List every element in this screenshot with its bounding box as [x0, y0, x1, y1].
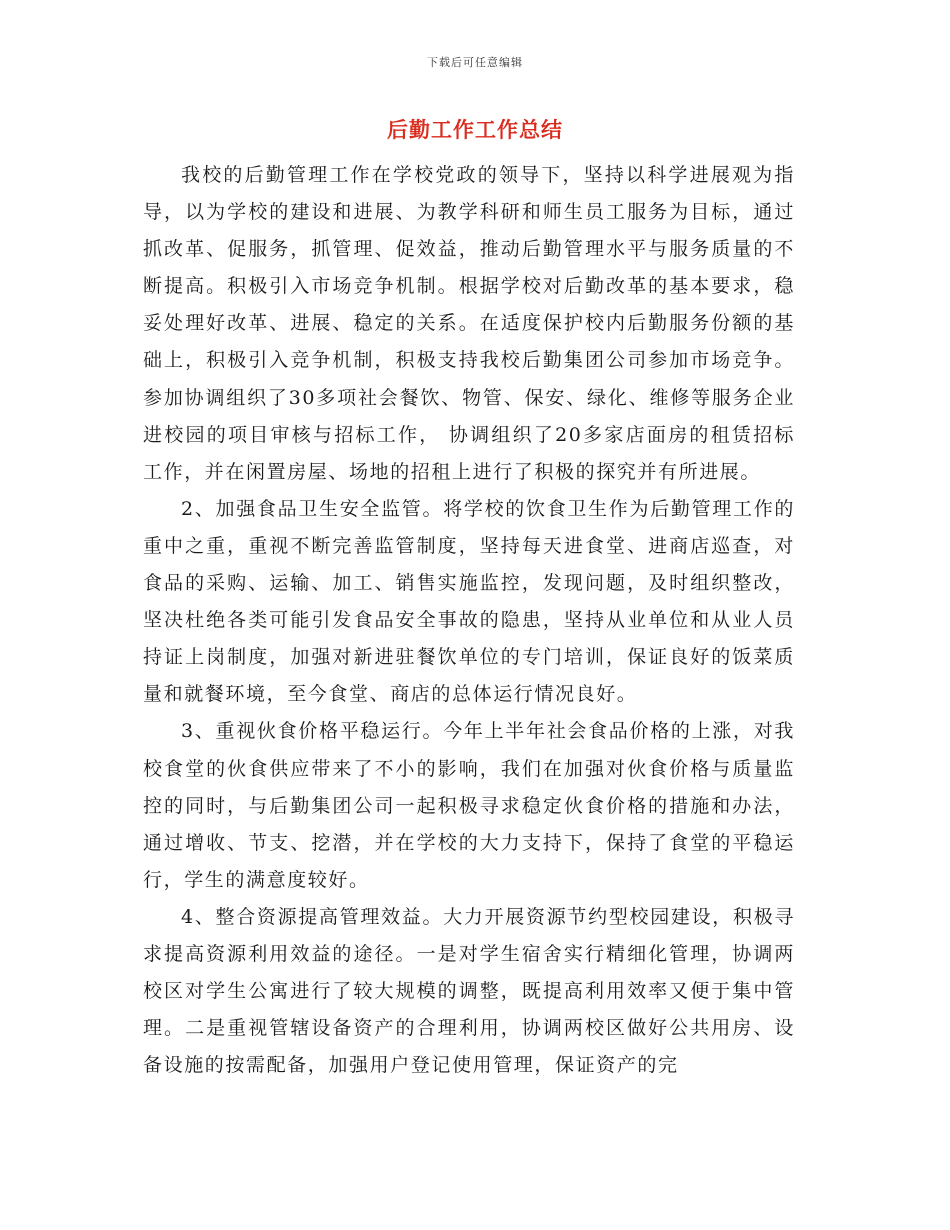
document-title: 后勤工作工作总结 [387, 118, 563, 142]
paragraph-resources: 4、整合资源提高管理效益。大力开展资源节约型校园建设，积极寻求提高资源利用效益的途径。一是对学生宿舍实行精细化管理，协调两校区对学生公寓进行了较大规模的调整，既提高利用效率又便于集中管理。二是重视管辖设备资产的合理利用，协调两校区做好公共用房、设备设施的按需配备，加强用户登记使用管理，保证资产的完 [143, 905, 795, 1077]
paragraph-food-safety: 2、加强食品卫生安全监管。将学校的饮食卫生作为后勤管理工作的重中之重，重视不断完善监管制度，坚持每天进食堂、进商店巡查，对食品的采购、运输、加工、销售实施监控，发现问题，及时组织整改，坚决杜绝各类可能引发食品安全事故的隐患，坚持从业单位和从业人员持证上岗制度，加强对新进驻餐饮单位的专门培训，保证良好的饭菜质量和就餐环境，至今食堂、商店的总体运行情况良好。 [143, 497, 795, 706]
paragraph-intro: 我校的后勤管理工作在学校党政的领导下，坚持以科学进展观为指导，以为学校的建设和进展、为教学科研和师生员工服务为目标，通过抓改革、促服务，抓管理、促效益，推动后勤管理水平与服务质量的不断提高。积极引入市场竞争机制。根据学校对后勤改革的基本要求，稳妥处理好改革、进展、稳定的关系。在适度保护校内后勤服务份额的基础上，积极引入竞争机制，积极支持我校后勤集团公司参加市场竞争。参加协调组织了30多项社会餐饮、物管、保安、绿化、维修等服务企业进校园的项目审核与招标工作， 协调组织了20多家店面房的租赁招标工作，并在闲置房屋、场地的招租上进行了积极的探究并有所进展。 [143, 164, 795, 483]
paragraph-food-price: 3、重视伙食价格平稳运行。今年上半年社会食品价格的上涨，对我校食堂的伙食供应带来了不小的影响，我们在加强对伙食价格与质量监控的同时，与后勤集团公司一起积极寻求稳定伙食价格的措施和办法，通过增收、节支、挖潜，并在学校的大力支持下，保持了食堂的平稳运行，学生的满意度较好。 [143, 720, 795, 891]
document-body [143, 157, 795, 1084]
header-note: 下载后可任意编辑 [427, 56, 523, 69]
